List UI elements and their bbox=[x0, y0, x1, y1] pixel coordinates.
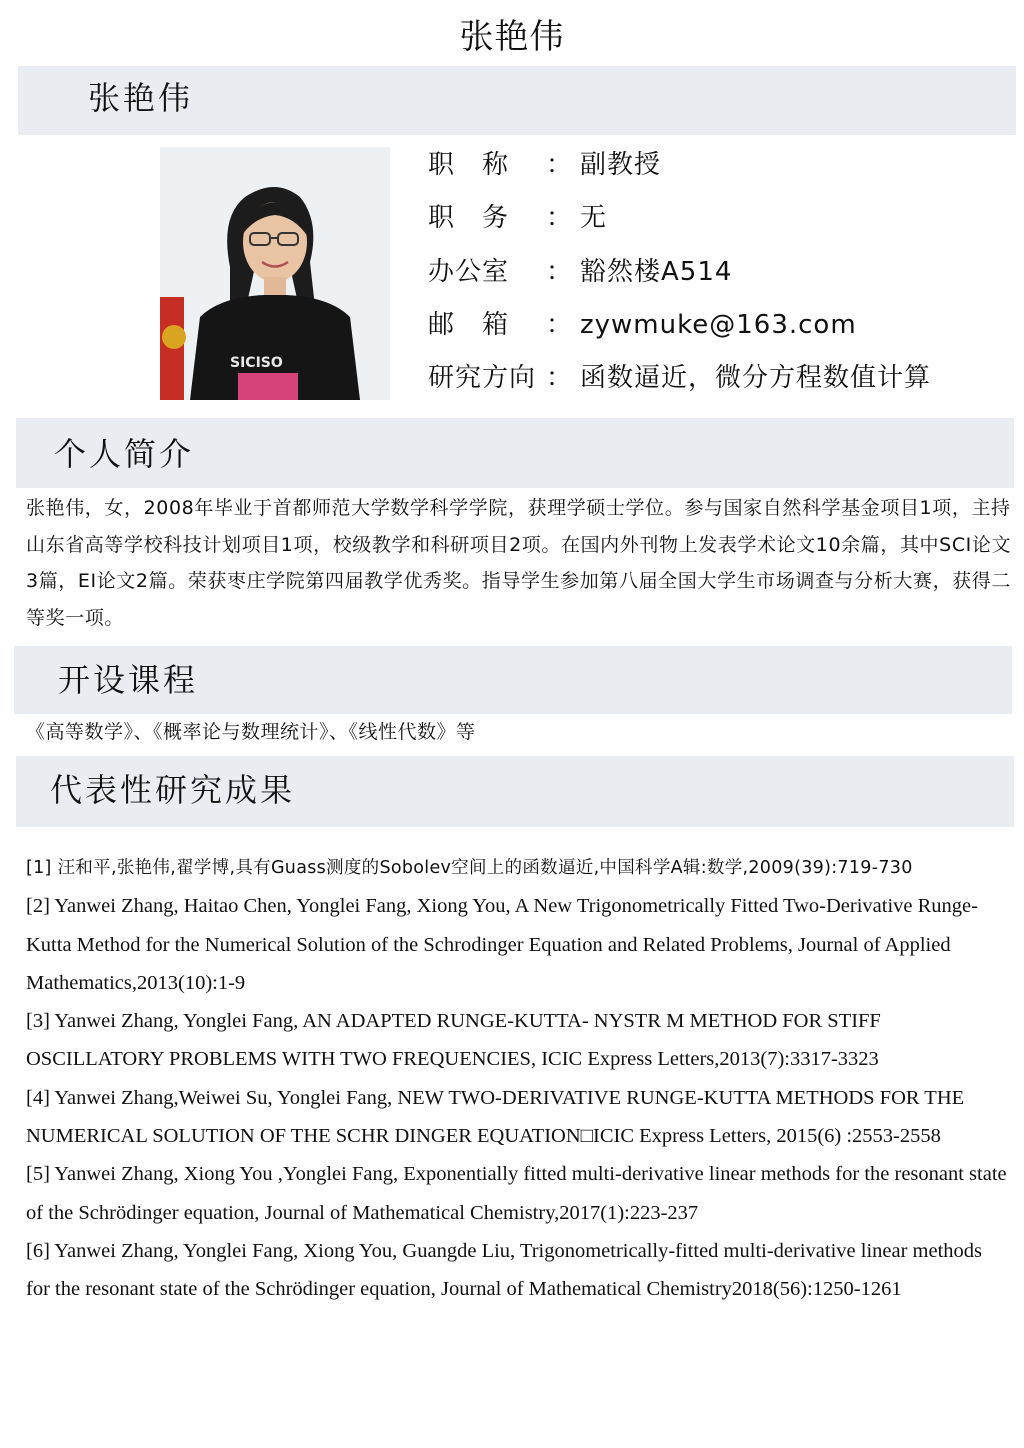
info-row-office bbox=[428, 252, 732, 292]
reference-item: [1] 汪和平,张艳伟,翟学博,具有Guass测度的Sobolev空间上的函数逼近,中国科学A辑:数学,2009(39):719-730 bbox=[26, 858, 913, 878]
info-value: 副教授 bbox=[580, 150, 662, 180]
info-value: 豁然楼A514 bbox=[580, 257, 733, 287]
svg-text:SICISO: SICISO bbox=[230, 355, 283, 371]
reference-item: [2] Yanwei Zhang, Haitao Chen, Yonglei Fang, Xiong You, A New Trigonometrically Fitted Two-Derivative Runge-Kutta Method for the Numerical Solution of the Schrodinger Equation and Related Problems, Journal of Applied Mathematics,2013(10):1-9 bbox=[26, 895, 978, 994]
reference-list bbox=[26, 849, 1011, 1309]
info-value: 无 bbox=[580, 203, 608, 233]
info-label: 办公室 bbox=[428, 257, 510, 287]
email-value: zywmuke@163.com bbox=[580, 310, 857, 340]
info-colon: ： bbox=[546, 310, 574, 340]
reference-item: [6] Yanwei Zhang, Yonglei Fang, Xiong You, Guangde Liu, Trigonometrically-fitted multi-derivative linear methods for the resonant state of the Schrödinger equation, Journal of Mathematical Chemistry2018(56):1250-1261 bbox=[26, 1239, 983, 1301]
info-label: 研究方向 bbox=[428, 363, 537, 393]
info-label: 邮 箱 bbox=[428, 310, 510, 340]
info-colon: ： bbox=[546, 203, 574, 233]
courses-text: 《高等数学》、《概率论与数理统计》、《线性代数》等 bbox=[26, 721, 476, 743]
reference-item: [4] Yanwei Zhang,Weiwei Su, Yonglei Fang, NEW TWO-DERIVATIVE RUNGE-KUTTA METHODS FOR THE NUMERICAL SOLUTION OF THE SCHR DINGER EQUATION□ICIC Express Letters, 2015(6) :2553-2558 bbox=[26, 1086, 965, 1148]
intro-text: 张艳伟，女，2008年毕业于首都师范大学数学科学学院，获理学硕士学位。参与国家自然科学基金项目1项，主持山东省高等学校科技计划项目1项，校级教学和科研项目2项。在国内外刊物上发表学术论文10余篇，其中SCI论文 3篇，EI论文2篇。荣获枣庄学院第四届教学优秀奖。指导学生参加第八届全国大学生市场调查与分析大赛，获得二等奖一项。 bbox=[26, 497, 1012, 629]
reference-item: [3] Yanwei Zhang, Yonglei Fang, AN ADAPTED RUNGE-KUTTA- NYSTR M METHOD FOR STIFF OSCILLATORY PROBLEMS WITH TWO FREQUENCIES, ICIC Express Letters,2013(7):3317-3323 bbox=[26, 1010, 881, 1071]
info-row-research bbox=[428, 358, 931, 398]
info-row-duty bbox=[428, 198, 607, 238]
portrait-image bbox=[160, 147, 390, 400]
info-label: 职 称 bbox=[428, 150, 510, 180]
info-row-title bbox=[428, 145, 661, 185]
info-colon: ： bbox=[546, 150, 574, 180]
info-colon: ： bbox=[546, 257, 574, 287]
info-label: 职 务 bbox=[428, 203, 510, 233]
profile-photo bbox=[160, 147, 390, 400]
reference-item: [5] Yanwei Zhang, Xiong You ,Yonglei Fang, Exponentially fitted multi-derivative linear methods for the resonant state of the Schrödinger equation, Journal of Mathematical Chemistry,2017(1):223-237 bbox=[26, 1163, 1007, 1224]
info-colon: ： bbox=[546, 363, 574, 393]
info-row-email bbox=[428, 305, 857, 345]
name-heading: 张艳伟 bbox=[88, 79, 194, 117]
intro-heading: 个人简介 bbox=[54, 435, 195, 473]
courses-heading: 开设课程 bbox=[58, 661, 199, 699]
info-value: 函数逼近，微分方程数值计算 bbox=[580, 363, 932, 393]
results-heading: 代表性研究成果 bbox=[50, 771, 296, 809]
page-title: 张艳伟 bbox=[459, 17, 565, 57]
